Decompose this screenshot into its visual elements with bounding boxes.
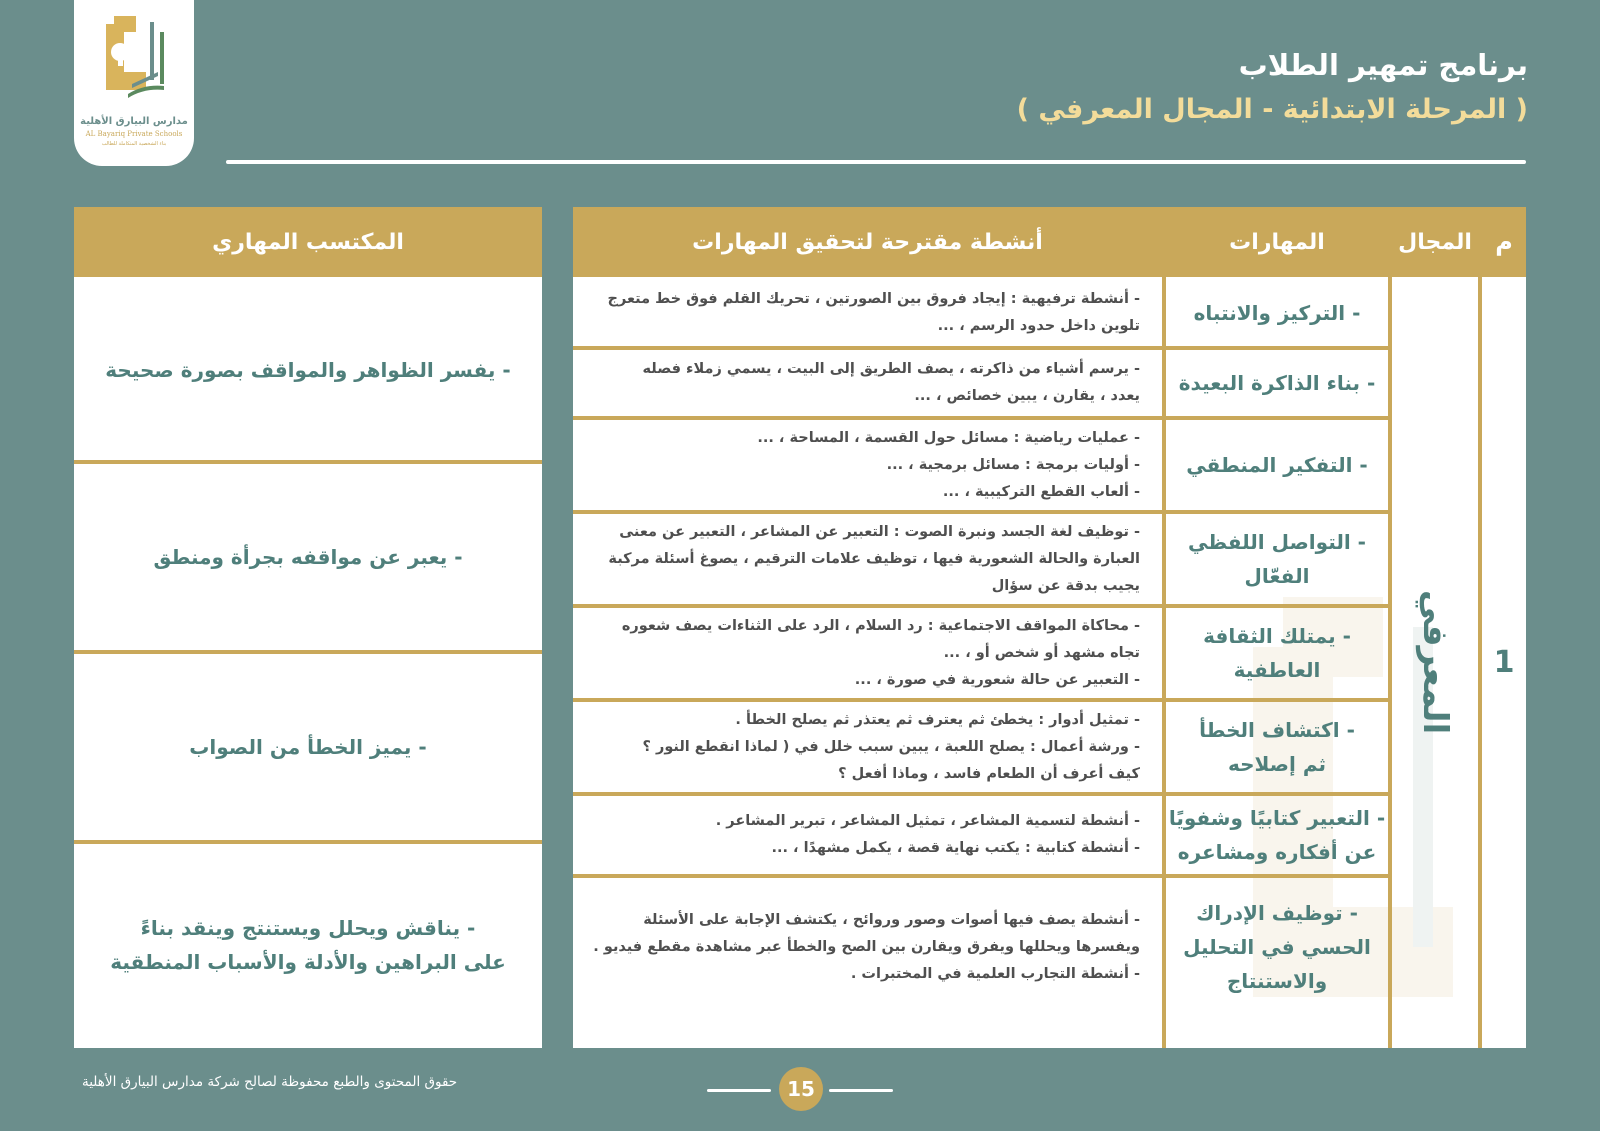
gain-line: - يميز الخطأ من الصواب [189,735,427,759]
skill-line: عن أفكاره ومشاعره [1177,840,1377,864]
page-title: برنامج تمهير الطلاب [1238,48,1528,82]
activity-line: - أنشطة التجارب العلمية في المختبرات . [850,965,1140,982]
school-logo [74,0,194,166]
gain-line: - يعبر عن مواقفه بجرأة ومنطق [153,545,463,569]
skill-line: - التركيز والانتباه [1193,300,1361,325]
activity-line: كيف أعرف أن الطعام فاسد ، وماذا أفعل ؟ [838,765,1140,782]
skill-cell [1166,418,1388,512]
activity-line: - أنشطة لتسمية المشاعر ، تمثيل المشاعر ، تبرير المشاعر . [715,813,1140,829]
row-number: 1 [1493,645,1515,680]
skill-line: - بناء الذاكرة البعيدة [1178,371,1376,395]
activities-cell [573,794,1162,876]
skill-cell [1166,277,1388,348]
activity-line: يعدد ، يقارن ، يبين خصائص ، ... [914,388,1140,404]
activities-cell [573,700,1162,794]
row-number-cell [1482,277,1526,1048]
skill-line: - التعبير كتابيًا وشفويًا [1168,806,1386,830]
activities-cell [573,876,1162,1018]
column-header-skills: المهارات [1166,207,1388,277]
activity-line: تجاه مشهد أو شخص أو ، ... [943,644,1140,661]
activity-line: - التعبير عن حالة شعورية في صورة ، ... [854,671,1140,688]
activities-cell [573,418,1162,512]
gains-table [74,207,542,1048]
skill-line: - التواصل اللفظي [1188,530,1366,554]
activities-cell [573,512,1162,606]
skill-cell [1166,794,1388,876]
skill-line: - يمتلك الثقافة [1203,624,1351,648]
activities-cell [573,348,1162,418]
page-number: 15 [779,1067,823,1111]
column-header-number: م [1482,207,1526,277]
column-header-domain: المجال [1392,207,1478,277]
activity-line: - عمليات رياضية : مسائل حول القسمة ، المساحة ، ... [757,429,1140,446]
skill-line: - التفكير المنطقي [1186,453,1368,477]
activity-line: - محاكاة المواقف الاجتماعية : رد السلام ، الرد على الثناءات يصف شعوره [621,617,1140,634]
gain-cell [74,652,542,842]
skill-cell [1166,606,1388,700]
activities-cell [573,277,1162,348]
gain-cell [74,842,542,1048]
skill-cell [1166,700,1388,794]
column-header-gains: المكتسب المهاري [74,207,542,277]
gain-cell [74,462,542,652]
logo-english-name: AL Bayariq Private Schools [85,130,183,138]
domain-label: المعرفي [1415,590,1455,735]
activity-line: - أنشطة كتابية : يكتب نهاية قصة ، يكمل مشهدًا ، ... [771,840,1140,856]
activity-line: - تمثيل أدوار : يخطئ ثم يعترف ثم يعتذر ثم يصلح الخطأ . [735,711,1140,728]
gain-cell [74,277,542,462]
skill-line: الحسي في التحليل [1183,935,1371,959]
gain-line: - يفسر الظواهر والمواقف بصورة صحيحة [105,357,511,382]
activity-line: - أوليات برمجة : مسائل برمجية ، ... [886,456,1140,473]
page-number-line [829,1089,893,1092]
activity-line: - أنشطة ترفيهية : إيجاد فروق بين الصورتين ، تحريك القلم فوق خط متعرج [607,290,1140,307]
skill-line: والاستنتاج [1226,969,1328,993]
activity-line: - أنشطة يصف فيها أصوات وصور وروائح ، يكتشف الإجابة على الأسئلة [643,911,1140,928]
title-divider [226,160,1526,164]
domain-cell [1392,277,1478,1048]
gain-line: على البراهين والأدلة والأسباب المنطقية [110,950,506,974]
skill-cell [1166,876,1388,1018]
skill-line: الفعّال [1244,564,1310,588]
skill-line: - توظيف الإدراك [1196,901,1358,925]
activity-line: - توظيف لغة الجسد ونبرة الصوت : التعبير عن المشاعر ، التعبير عن معنى [619,523,1140,540]
activity-line: - ألعاب القطع التركيبية ، ... [942,483,1140,500]
activity-line: - ورشة أعمال : يصلح اللعبة ، يبين سبب خلل في ( لماذا انقطع النور ؟ [642,738,1140,755]
activity-line: تلوين داخل حدود الرسم ، ... [937,317,1140,334]
logo-arabic-name: مدارس البيارق الأهلية [80,116,188,127]
activities-cell [573,606,1162,700]
skill-line: - اكتشاف الخطأ [1199,718,1355,742]
skills-table [573,207,1526,1048]
column-header-activities: أنشطة مقترحة لتحقيق المهارات [573,207,1162,277]
activity-line: يجيب بدقة عن سؤال [991,577,1140,594]
logo-tagline: بناء الشخصية المتكاملة للطالب [101,141,167,147]
page-number-line [707,1089,771,1092]
copyright-notice: حقوق المحتوى والطبع محفوظة لصالح شركة مدارس البيارق الأهلية [82,1074,458,1090]
skill-cell [1166,348,1388,418]
activity-line: - يرسم أشياء من ذاكرته ، يصف الطريق إلى البيت ، يسمي زملاء فصله [642,361,1140,377]
activity-line: ويفسرها ويحللها ويفرق ويقارن بين الصح والخطأ عبر مشاهدة مقطع فيديو . [593,938,1140,955]
gain-line: - يناقش ويحلل ويستنتج وينقد بناءً [140,916,476,940]
activity-line: العبارة والحالة الشعورية فيها ، توظيف علامات الترقيم ، يصوغ أسئلة مركبة [608,550,1140,567]
skill-line: ثم إصلاحه [1227,752,1327,776]
bayariq-logo-icon [98,14,170,110]
skill-cell [1166,512,1388,606]
page-subtitle: ( المرحلة الابتدائية - المجال المعرفي ) [1016,94,1528,125]
skill-line: العاطفية [1233,658,1321,682]
